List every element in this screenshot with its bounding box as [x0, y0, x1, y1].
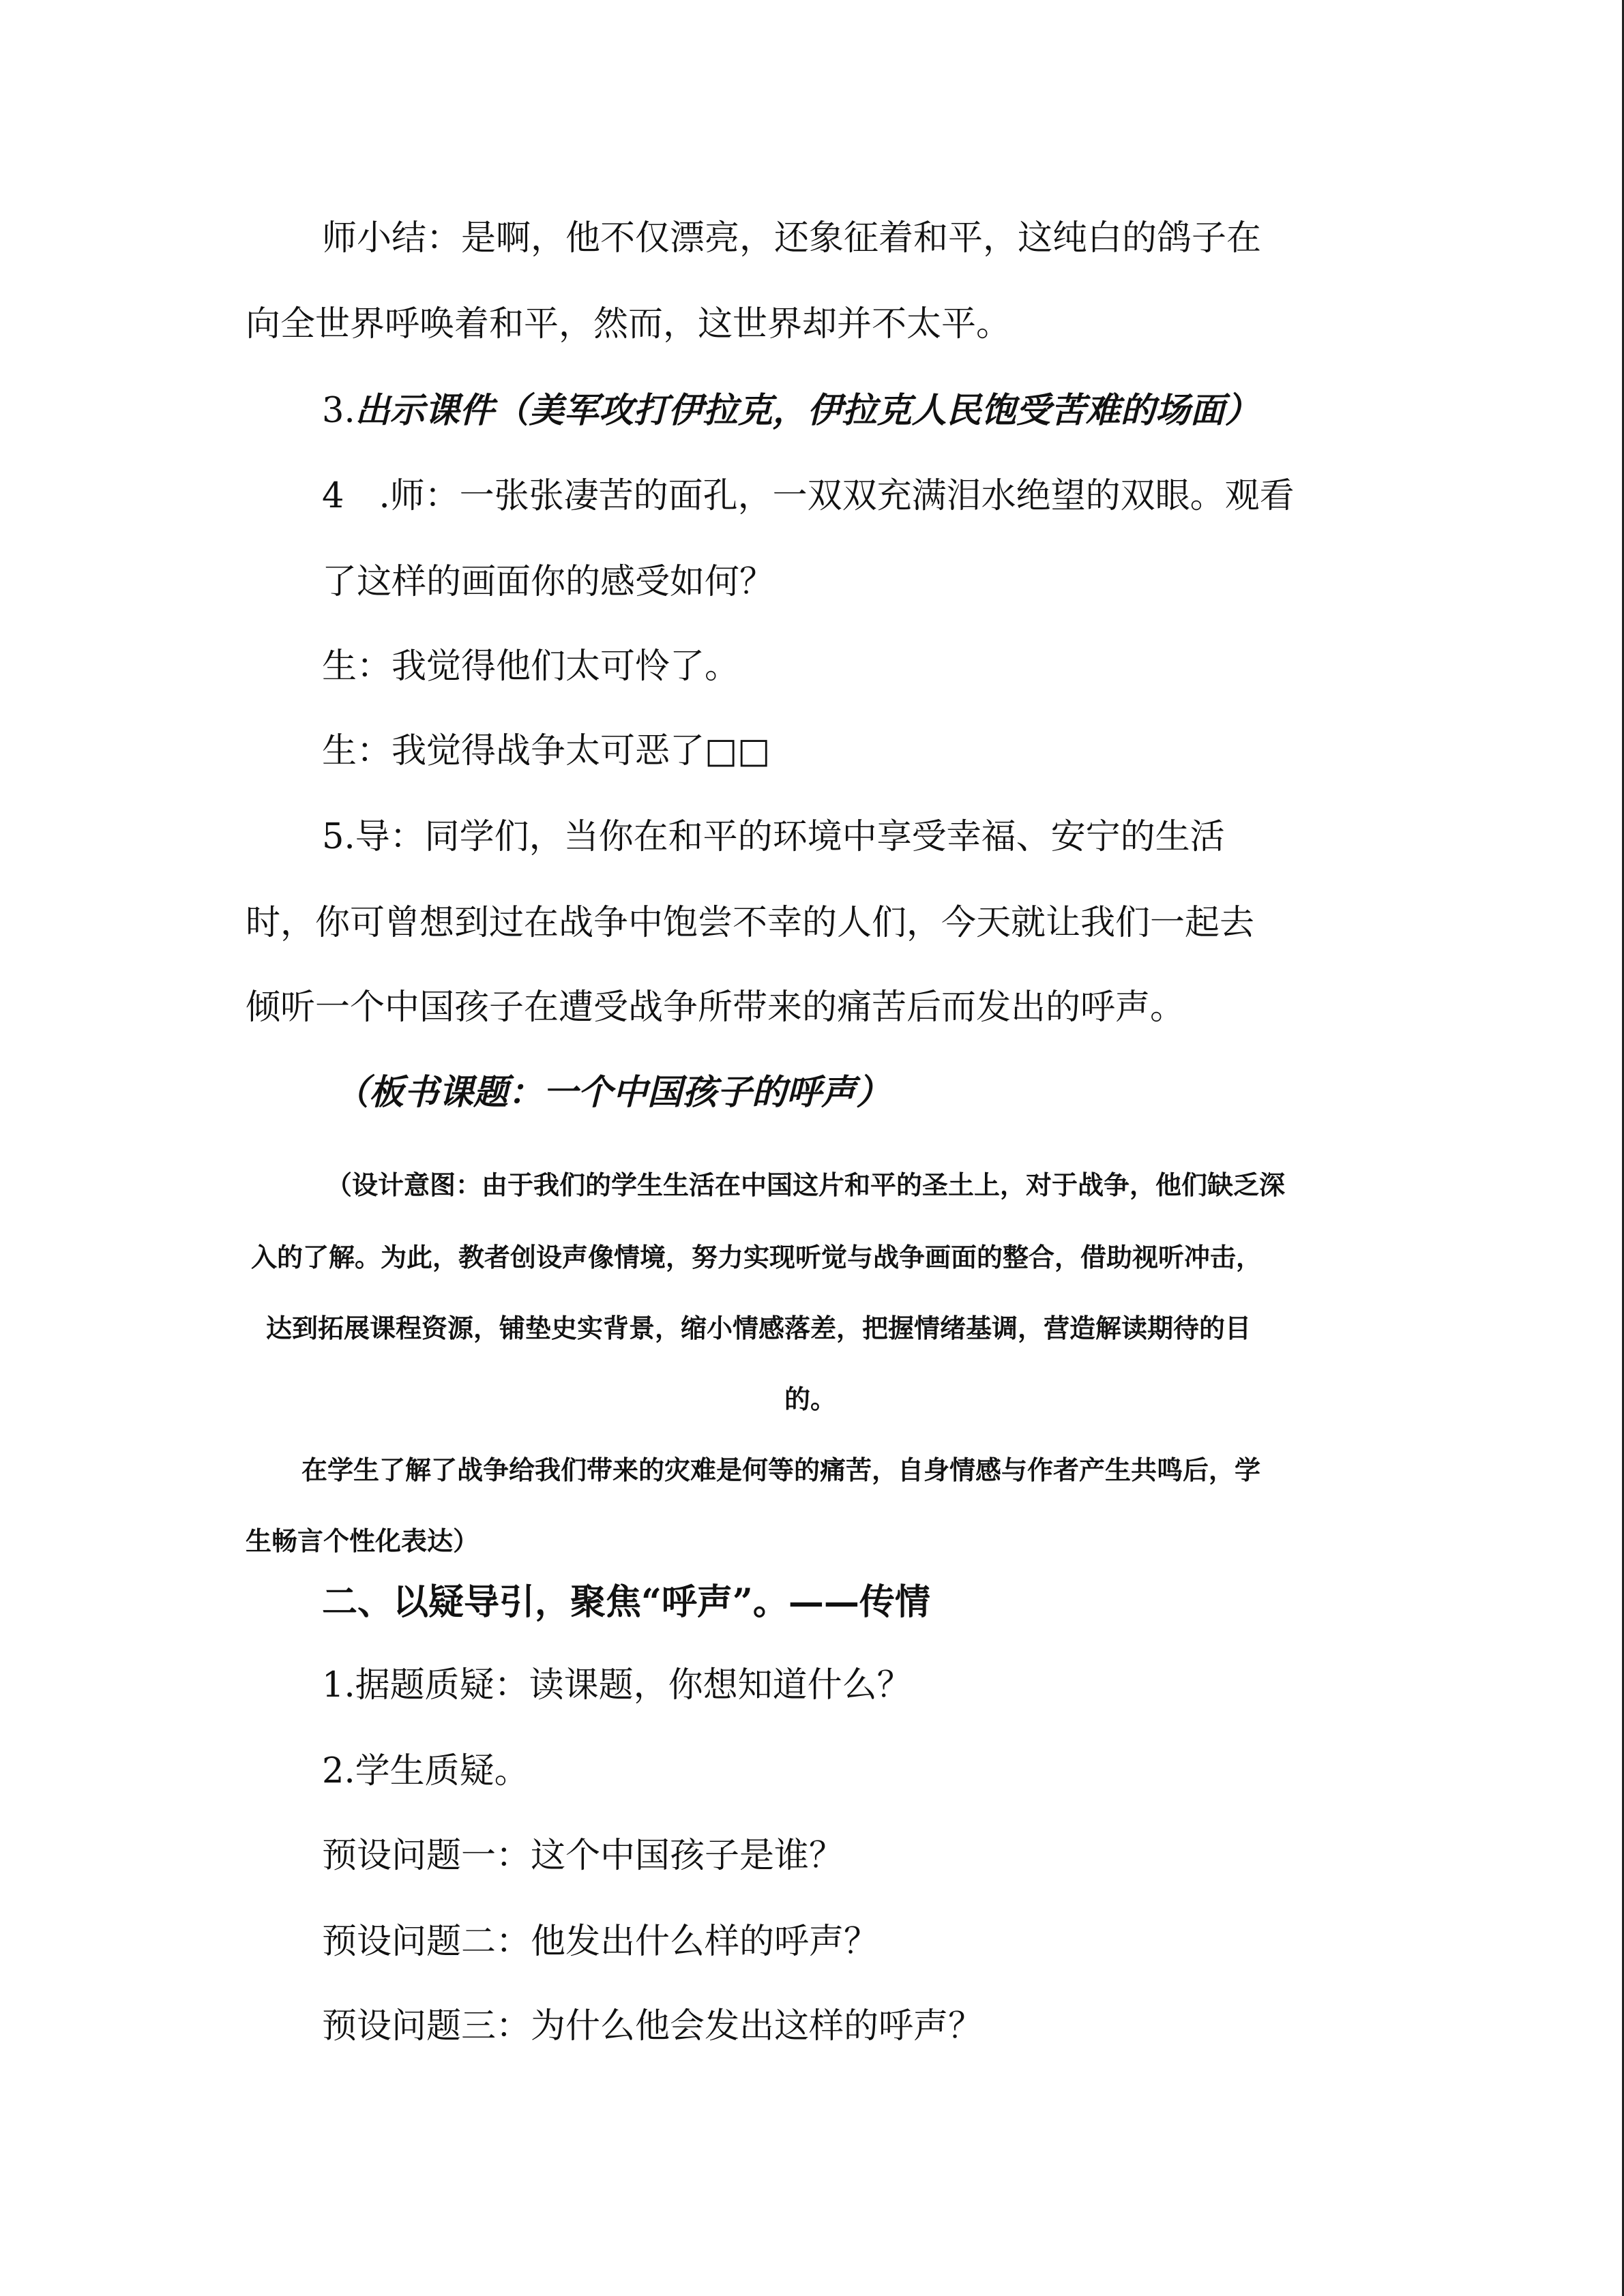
item-number: 3.: [322, 391, 355, 431]
student-answer: 生：我觉得他们太可怜了。: [322, 646, 740, 687]
design-note-line: 在学生了解了战争给我们带来的灾难是何等的痛苦，自身情感与作者产生共鸣后，学: [301, 1455, 1261, 1485]
student-answer: 生：我觉得战争太可恶了□□: [322, 731, 771, 771]
paragraph: 师小结：是啊，他不仅漂亮，还象征着和平，这纯白的鸽子在: [322, 218, 1262, 258]
paragraph: 时，你可曾想到过在战争中饱尝不幸的人们，今天就让我们一起去: [246, 903, 1255, 943]
list-item: 预设问题二：他发出什么样的呼声？: [322, 1922, 879, 1962]
design-note-line: 的。: [784, 1384, 837, 1414]
list-item: 1.据题质疑：读课题，你想知道什么？: [322, 1665, 912, 1705]
design-note-line: 达到拓展课程资源，铺垫史实背景，缩小情感落差，把握情绪基调，营造解读期待的目: [266, 1313, 1252, 1343]
paragraph: 向全世界呼唤着和平，然而，这世界却并不太平。: [246, 304, 1012, 344]
paragraph: 5.导：同学们，当你在和平的环境中享受幸福、安宁的生活: [322, 817, 1225, 857]
list-item: 预设问题一：这个中国孩子是谁？: [322, 1836, 844, 1876]
courseware-text: 出示课件（美军攻打伊拉克，伊拉克人民饱受苦难的场面）: [355, 390, 1260, 431]
design-note-line: 生畅言个性化表达）: [246, 1525, 479, 1556]
list-item: 2.学生质疑。: [322, 1751, 529, 1791]
paragraph: 倾听一个中国孩子在遭受战争所带来的痛苦后而发出的呼声。: [246, 987, 1185, 1028]
paragraph: 了这样的画面你的感受如何？: [322, 562, 775, 602]
list-item: 预设问题三：为什么他会发出这样的呼声？: [322, 2006, 984, 2046]
board-title: （板书课题：一个中国孩子的呼声）: [334, 1072, 891, 1113]
design-note-line: （设计意图：由于我们的学生生活在中国这片和平的圣土上，对于战争，他们缺乏深: [326, 1169, 1286, 1200]
design-note-line: 入的了解。为此，教者创设声像情境，努力实现听觉与战争画面的整合，借助视听冲击，: [251, 1242, 1263, 1272]
courseware-line: [322, 389, 1260, 433]
section-heading: 二、以疑导引，聚焦“呼声”。——传情: [322, 1581, 930, 1623]
paragraph: 4 .师：一张张凄苦的面孔，一双双充满泪水绝望的双眼。观看: [322, 476, 1295, 516]
